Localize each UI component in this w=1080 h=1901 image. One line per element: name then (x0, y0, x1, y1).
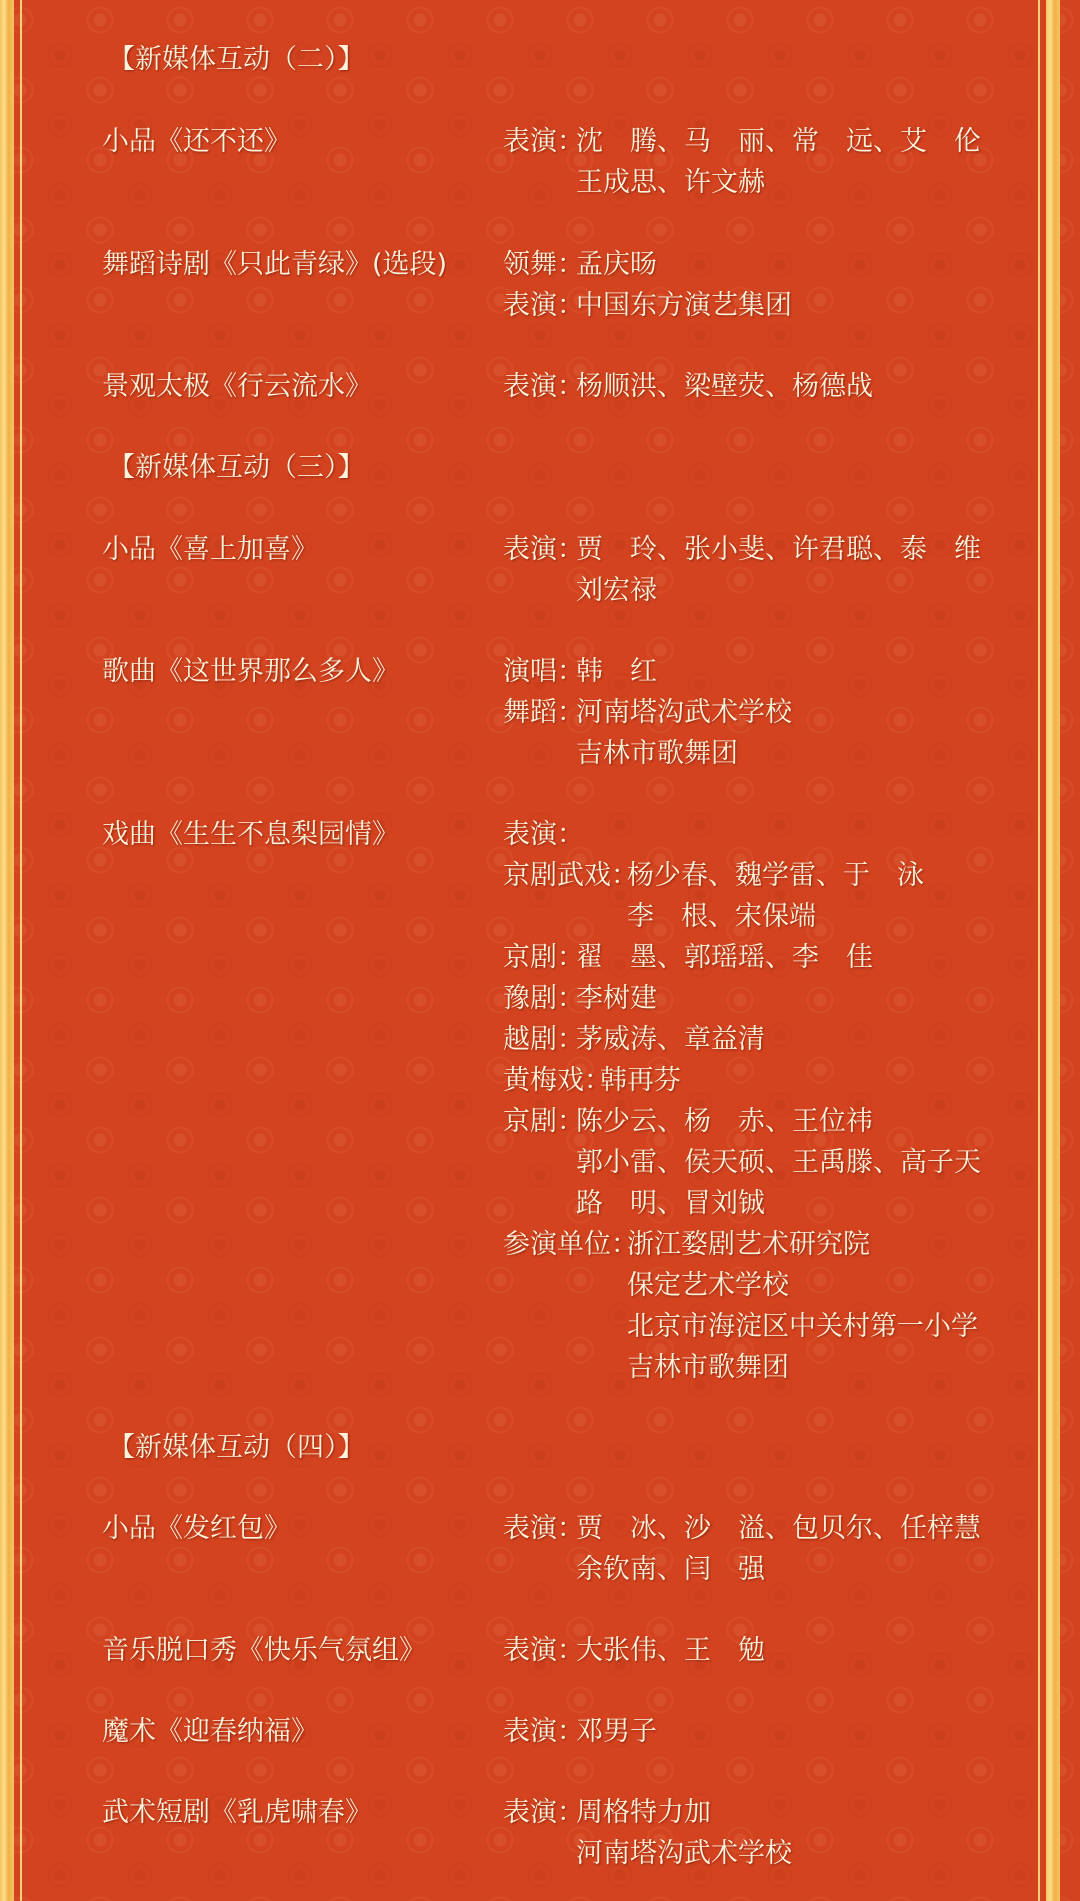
credit-label: 表演： (503, 819, 584, 850)
program-title: 景观太极《行云流水》 (102, 371, 372, 402)
credit-value: 河南塔沟武术学校 (576, 1838, 792, 1869)
program-title: 武术短剧《乳虎啸春》 (102, 1797, 372, 1828)
credit-label: 表演： (503, 126, 584, 157)
program-title: 音乐脱口秀《快乐气氛组》 (102, 1635, 426, 1666)
credit-label: 表演： (503, 1513, 584, 1544)
program-title: 小品《还不还》 (102, 126, 291, 157)
credit-label: 演唱： (503, 656, 584, 687)
credit-value: 韩 红 (576, 656, 657, 687)
credit-value: 北京市海淀区中关村第一小学 (627, 1311, 978, 1342)
credit-value: 吉林市歌舞团 (576, 738, 738, 769)
credit-value: 沈 腾、马 丽、常 远、艾 伦 (576, 126, 981, 157)
credit-label: 豫剧： (503, 983, 584, 1014)
credit-value: 周格特力加 (576, 1797, 711, 1828)
credit-value: 李树建 (576, 983, 657, 1014)
credit-value: 河南塔沟武术学校 (576, 697, 792, 728)
credit-label: 京剧武戏： (503, 860, 638, 891)
right-gold-border (1046, 0, 1060, 1901)
credit-value: 邓男子 (576, 1716, 657, 1747)
credit-value: 保定艺术学校 (627, 1270, 789, 1301)
program-title: 魔术《迎春纳福》 (102, 1716, 318, 1747)
credit-value: 李 根、宋保端 (627, 901, 816, 932)
credit-label: 越剧： (503, 1024, 584, 1055)
program-title: 小品《喜上加喜》 (102, 534, 318, 565)
credit-label: 舞蹈： (503, 697, 584, 728)
credit-label: 黄梅戏： (503, 1065, 611, 1096)
program-title: 舞蹈诗剧《只此青绿》(选段) (102, 249, 448, 280)
credit-value: 路 明、冒刘铖 (576, 1188, 765, 1219)
credit-label: 领舞： (503, 249, 584, 280)
credit-value: 杨少春、魏学雷、于 泳 (627, 860, 924, 891)
credit-value: 浙江婺剧艺术研究院 (627, 1229, 870, 1260)
credit-label: 表演： (503, 534, 584, 565)
credit-label: 参演单位： (503, 1229, 638, 1260)
credit-label: 表演： (503, 1797, 584, 1828)
credit-value: 贾 玲、张小斐、许君聪、泰 维 (576, 534, 981, 565)
credit-value: 王成思、许文赫 (576, 167, 765, 198)
program-title: 小品《发红包》 (102, 1513, 291, 1544)
credit-value: 中国东方演艺集团 (576, 290, 792, 321)
credit-label: 表演： (503, 290, 584, 321)
credit-label: 表演： (503, 1716, 584, 1747)
credit-value: 孟庆旸 (576, 249, 657, 280)
credit-value: 翟 墨、郭瑶瑶、李 佳 (576, 942, 873, 973)
credit-value: 刘宏禄 (576, 575, 657, 606)
credit-label: 京剧： (503, 942, 584, 973)
left-gold-border (0, 0, 14, 1901)
section-heading: 【新媒体互动（三）】 (108, 452, 365, 483)
program-title: 戏曲《生生不息梨园情》 (102, 819, 399, 850)
credit-value: 大张伟、王 勉 (576, 1635, 765, 1666)
section-heading: 【新媒体互动（四）】 (108, 1432, 365, 1463)
credit-value: 陈少云、杨 赤、王位祎 (576, 1106, 873, 1137)
credit-value: 郭小雷、侯天硕、王禹滕、高子天 (576, 1147, 981, 1178)
section-heading: 【新媒体互动（二）】 (108, 44, 365, 75)
credit-value: 吉林市歌舞团 (627, 1352, 789, 1383)
credit-label: 京剧： (503, 1106, 584, 1137)
credit-value: 杨顺洪、梁壁荧、杨德战 (576, 371, 873, 402)
program-title: 歌曲《这世界那么多人》 (102, 656, 399, 687)
credit-value: 茅威涛、章益清 (576, 1024, 765, 1055)
credit-value: 韩再芬 (600, 1065, 681, 1096)
credit-label: 表演： (503, 371, 584, 402)
credit-label: 表演： (503, 1635, 584, 1666)
credit-value: 余钦南、闫 强 (576, 1554, 765, 1585)
credit-value: 贾 冰、沙 溢、包贝尔、任梓慧 (576, 1513, 981, 1544)
